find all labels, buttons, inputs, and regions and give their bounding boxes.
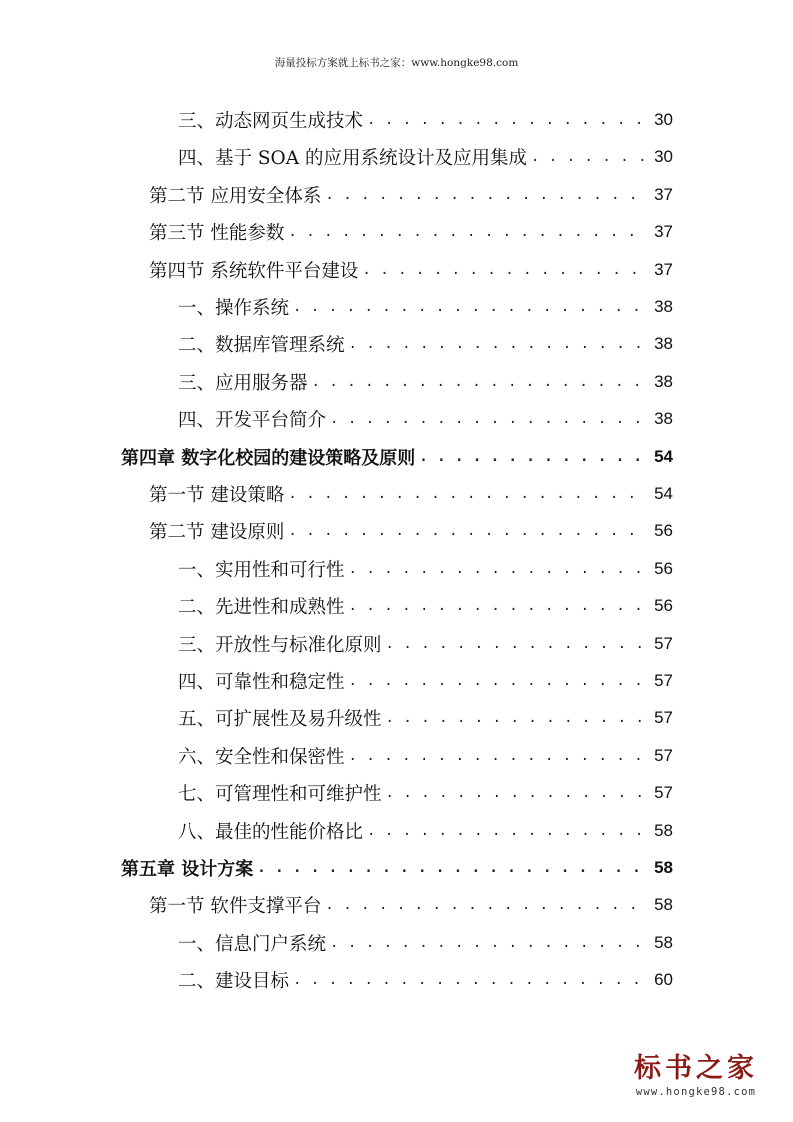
toc-entry-page: 58 <box>654 895 673 915</box>
toc-dot-leader <box>312 374 649 390</box>
toc-entry-title: 第四章 数字化校园的建设策略及原则 <box>121 447 416 469</box>
toc-entry[interactable] <box>149 255 673 285</box>
toc-entry[interactable] <box>178 666 673 696</box>
toc-entry[interactable] <box>178 367 673 397</box>
toc-entry[interactable] <box>149 180 673 210</box>
toc-dot-leader <box>293 299 648 315</box>
toc-dot-leader <box>288 486 648 502</box>
toc-entry-title: 第四节 系统软件平台建设 <box>149 260 359 282</box>
toc-dot-leader <box>362 262 648 278</box>
toc-entry-page: 57 <box>654 708 673 728</box>
toc-entry-title: 四、开发平台简介 <box>178 410 327 432</box>
toc-entry-page: 57 <box>654 671 673 690</box>
toc-entry-page: 57 <box>654 633 673 653</box>
toc-entry-page: 38 <box>654 334 673 354</box>
toc-entry-title: 第二节 应用安全体系 <box>149 185 322 207</box>
logo-url: www.hongke98.com <box>635 1086 757 1098</box>
toc-entry-page: 38 <box>654 371 673 391</box>
toc-entry-page: 30 <box>654 110 673 129</box>
toc-entry-title: 第一节 建设策略 <box>149 485 285 506</box>
toc-entry[interactable] <box>178 629 673 659</box>
toc-entry-title: 三、开放性与标准化原则 <box>178 634 382 656</box>
toc-entry-title: 七、可管理性和可维护性 <box>178 784 382 806</box>
toc-entry[interactable] <box>149 217 673 247</box>
toc-entry-title: 二、先进性和成熟性 <box>178 597 345 619</box>
toc-entry-title: 二、建设目标 <box>178 971 290 993</box>
toc-dot-leader <box>349 748 649 764</box>
toc-entry-page: 56 <box>654 596 673 616</box>
toc-entry[interactable] <box>178 142 673 172</box>
toc-dot-leader <box>367 823 648 839</box>
toc-entry[interactable] <box>178 292 673 322</box>
toc-entry-title: 一、信息门户系统 <box>178 933 327 955</box>
toc-entry-title: 二、数据库管理系统 <box>178 335 345 357</box>
toc-entry[interactable] <box>149 890 673 920</box>
toc-entry[interactable] <box>178 741 673 771</box>
toc-entry-page: 60 <box>654 970 673 990</box>
toc-dot-leader <box>386 785 649 801</box>
toc-dot-leader <box>386 710 649 726</box>
toc-entry-page: 54 <box>654 484 673 503</box>
toc-dot-leader <box>293 972 648 988</box>
toc-dot-leader <box>367 112 648 128</box>
toc-dot-leader <box>349 561 649 577</box>
toc-entry-page: 30 <box>654 147 673 167</box>
toc-entry[interactable] <box>178 105 673 135</box>
toc-entry[interactable] <box>178 554 673 584</box>
toc-dot-leader <box>330 935 648 951</box>
toc-entry[interactable] <box>178 816 673 846</box>
toc-entry[interactable] <box>178 928 673 958</box>
toc-entry-title: 六、安全性和保密性 <box>178 746 345 768</box>
toc-dot-leader <box>531 149 648 165</box>
toc-entry-title: 一、实用性和可行性 <box>178 559 345 581</box>
toc-entry-title: 三、动态网页生成技术 <box>178 111 364 132</box>
toc-dot-leader <box>325 897 648 913</box>
toc-entry-title: 八、最佳的性能价格比 <box>178 821 364 843</box>
watermark-logo <box>621 1052 771 1098</box>
toc-entry-page: 38 <box>654 409 673 429</box>
toc-entry-title: 第二节 建设原则 <box>149 522 285 544</box>
toc-entry-page: 37 <box>654 222 673 242</box>
logo-title: 标书之家 <box>634 1053 758 1084</box>
toc-entry-page: 38 <box>654 297 673 316</box>
toc-dot-leader <box>419 449 648 465</box>
toc-entry-page: 58 <box>654 858 673 877</box>
toc-entry-page: 37 <box>654 259 673 279</box>
toc-entry[interactable] <box>178 703 673 733</box>
toc-entry-page: 58 <box>654 932 673 952</box>
toc-entry[interactable] <box>178 329 673 359</box>
toc-entry-title: 三、应用服务器 <box>178 372 308 394</box>
toc-entry-title: 第三节 性能参数 <box>149 223 285 245</box>
toc-entry-page: 54 <box>654 446 673 466</box>
toc-dot-leader <box>349 598 649 614</box>
toc-dot-leader <box>288 224 648 240</box>
toc-entry[interactable] <box>178 591 673 621</box>
page-header: 海量投标方案就上标书之家：www.hongke98.com <box>274 57 519 69</box>
toc-entry[interactable] <box>178 778 673 808</box>
toc-entry-title: 一、操作系统 <box>178 298 290 319</box>
toc-dot-leader <box>386 636 649 652</box>
toc-entry-title: 四、基于 SOA 的应用系统设计及应用集成 <box>178 148 527 170</box>
toc-entry-page: 57 <box>654 745 673 765</box>
toc-entry-title: 五、可扩展性及易升级性 <box>178 709 382 731</box>
toc-entry-title: 第一节 软件支撑平台 <box>149 896 322 918</box>
toc-entry[interactable] <box>121 442 673 472</box>
toc-entry[interactable] <box>149 479 673 509</box>
toc-entry-page: 57 <box>654 783 673 803</box>
toc-entry-page: 56 <box>654 521 673 541</box>
toc-dot-leader <box>349 336 649 352</box>
toc-entry-page: 56 <box>654 558 673 578</box>
toc-dot-leader <box>330 411 648 427</box>
toc-entry-page: 58 <box>654 820 673 840</box>
toc-entry-page: 37 <box>654 184 673 204</box>
toc-entry-title: 四、可靠性和稳定性 <box>178 672 345 693</box>
toc-dot-leader <box>325 187 648 203</box>
toc-entry-title: 第五章 设计方案 <box>121 859 254 880</box>
toc-dot-leader <box>257 860 648 876</box>
toc-entry[interactable] <box>178 965 673 995</box>
toc-entry[interactable] <box>178 404 673 434</box>
toc-entry[interactable] <box>149 516 673 546</box>
toc-dot-leader <box>349 673 649 689</box>
toc-entry[interactable] <box>121 853 673 883</box>
toc-dot-leader <box>288 523 648 539</box>
